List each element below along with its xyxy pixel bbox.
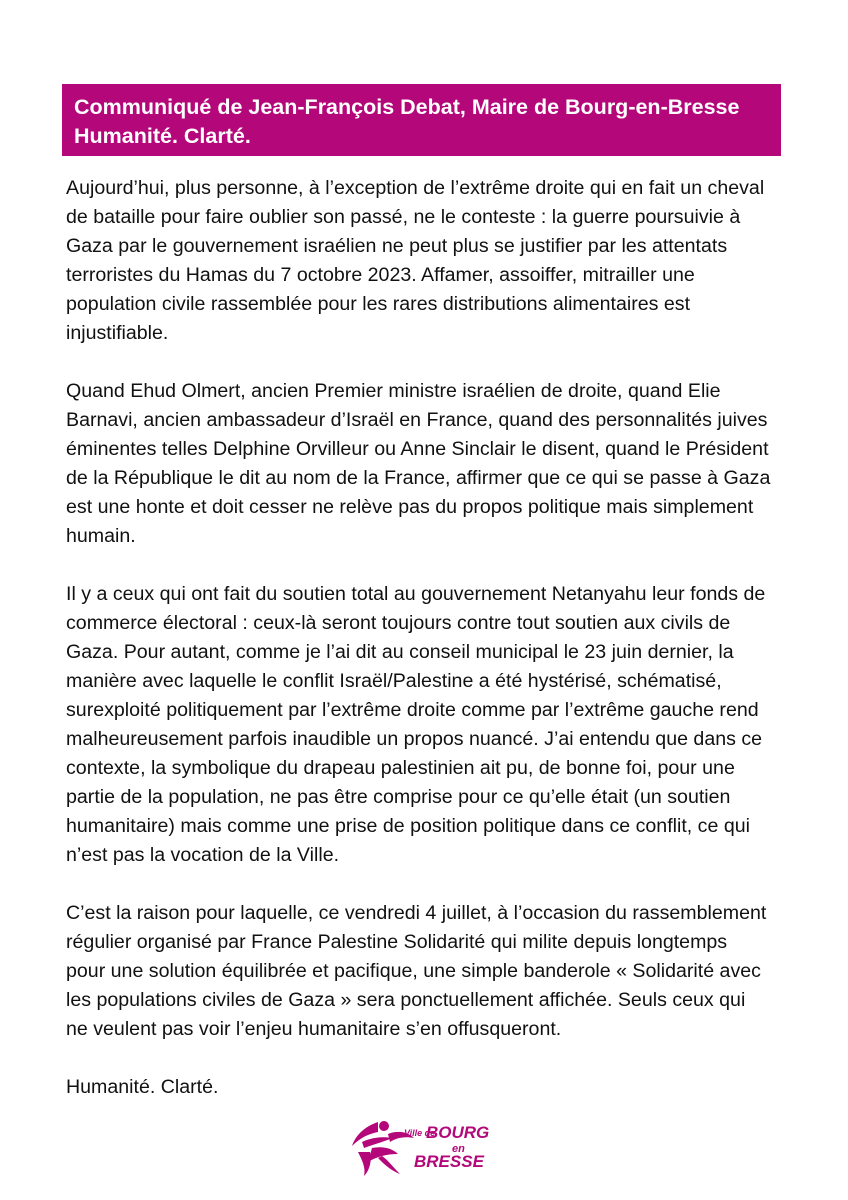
text-line: surexploité politiquement par l’extrême droite comme par l’extrême gauche rend: [66, 699, 759, 721]
text-line: commerce électoral : ceux-là seront toujours contre tout soutien aux civils de: [66, 612, 731, 634]
text-line: de bataille pour faire oublier son passé, ne le conteste : la guerre poursuivie à: [66, 206, 741, 228]
title-line-1: Communiqué de Jean-François Debat, Maire de Bourg-en-Bresse: [74, 95, 740, 119]
text-line: population civile rassemblée pour les rares distributions alimentaires est: [66, 293, 691, 315]
document-body: [66, 174, 796, 1102]
text-line: Aujourd’hui, plus personne, à l’exception de l’extrême droite qui en fait un cheval: [66, 177, 765, 199]
paragraph-3: [66, 580, 796, 870]
text-line: Gaza. Pour autant, comme je l’ai dit au conseil municipal le 23 juin dernier, la: [66, 641, 734, 663]
text-line: terroristes du Hamas du 7 octobre 2023. Affamer, assoiffer, mitrailler une: [66, 264, 695, 286]
city-logo: [348, 1112, 508, 1180]
text-line: humanitaire) mais comme une prise de position politique dans ce conflit, ce qui: [66, 815, 750, 837]
text-line: ne veulent pas voir l’enjeu humanitaire s’en offusqueront.: [66, 1018, 562, 1040]
text-line: C’est la raison pour laquelle, ce vendredi 4 juillet, à l’occasion du rassemblement: [66, 902, 767, 924]
paragraph-4: [66, 899, 796, 1044]
text-line: n’est pas la vocation de la Ville.: [66, 844, 340, 866]
text-line: partie de la population, ne pas être comprise pour ce qu’elle était (un soutien: [66, 786, 731, 808]
city-logo-graphic: [348, 1112, 508, 1180]
text-line: manière avec laquelle le conflit Israël/Palestine a été hystérisé, schématisé,: [66, 670, 722, 692]
text-line: Gaza par le gouvernement israélien ne peut plus se justifier par les attentats: [66, 235, 728, 257]
paragraph-2: [66, 377, 796, 551]
text-line: injustifiable.: [66, 322, 169, 344]
signoff: Humanité. Clarté.: [66, 1076, 219, 1098]
text-line: malheureusement parfois inaudible un propos nuancé. J’ai entendu que dans ce: [66, 728, 763, 750]
logo-text-bresse: BRESSE: [414, 1152, 484, 1171]
text-line: humain.: [66, 525, 136, 547]
text-line: régulier organisé par France Palestine Solidarité qui milite depuis longtemps: [66, 931, 728, 953]
text-line: Quand Ehud Olmert, ancien Premier ministre israélien de droite, quand Elie: [66, 380, 721, 402]
text-line: les populations civiles de Gaza » sera ponctuellement affichée. Seuls ceux qui: [66, 989, 746, 1011]
text-line: Barnavi, ancien ambassadeur d’Israël en France, quand des personnalités juives: [66, 409, 768, 431]
logo-text-ville: Ville de: [404, 1128, 436, 1138]
text-line: est une honte et doit cesser ne relève pas du propos politique mais simplement: [66, 496, 754, 518]
title-banner: [62, 84, 781, 156]
paragraph-1: [66, 174, 796, 348]
text-line: de la République le dit au nom de la France, affirmer que ce qui se passe à Gaza: [66, 467, 771, 489]
text-line: contexte, la symbolique du drapeau palestinien ait pu, de bonne foi, pour une: [66, 757, 735, 779]
text-line: pour une solution équilibrée et pacifique, une simple banderole « Solidarité avec: [66, 960, 761, 982]
text-line: Il y a ceux qui ont fait du soutien total au gouvernement Netanyahu leur fonds de: [66, 583, 766, 605]
logo-text-bourg: BOURG: [426, 1123, 490, 1142]
logo-text-en: en: [452, 1143, 465, 1155]
text-line: éminentes telles Delphine Orvilleur ou Anne Sinclair le disent, quand le Président: [66, 438, 769, 460]
title-line-2: Humanité. Clarté.: [74, 124, 251, 148]
